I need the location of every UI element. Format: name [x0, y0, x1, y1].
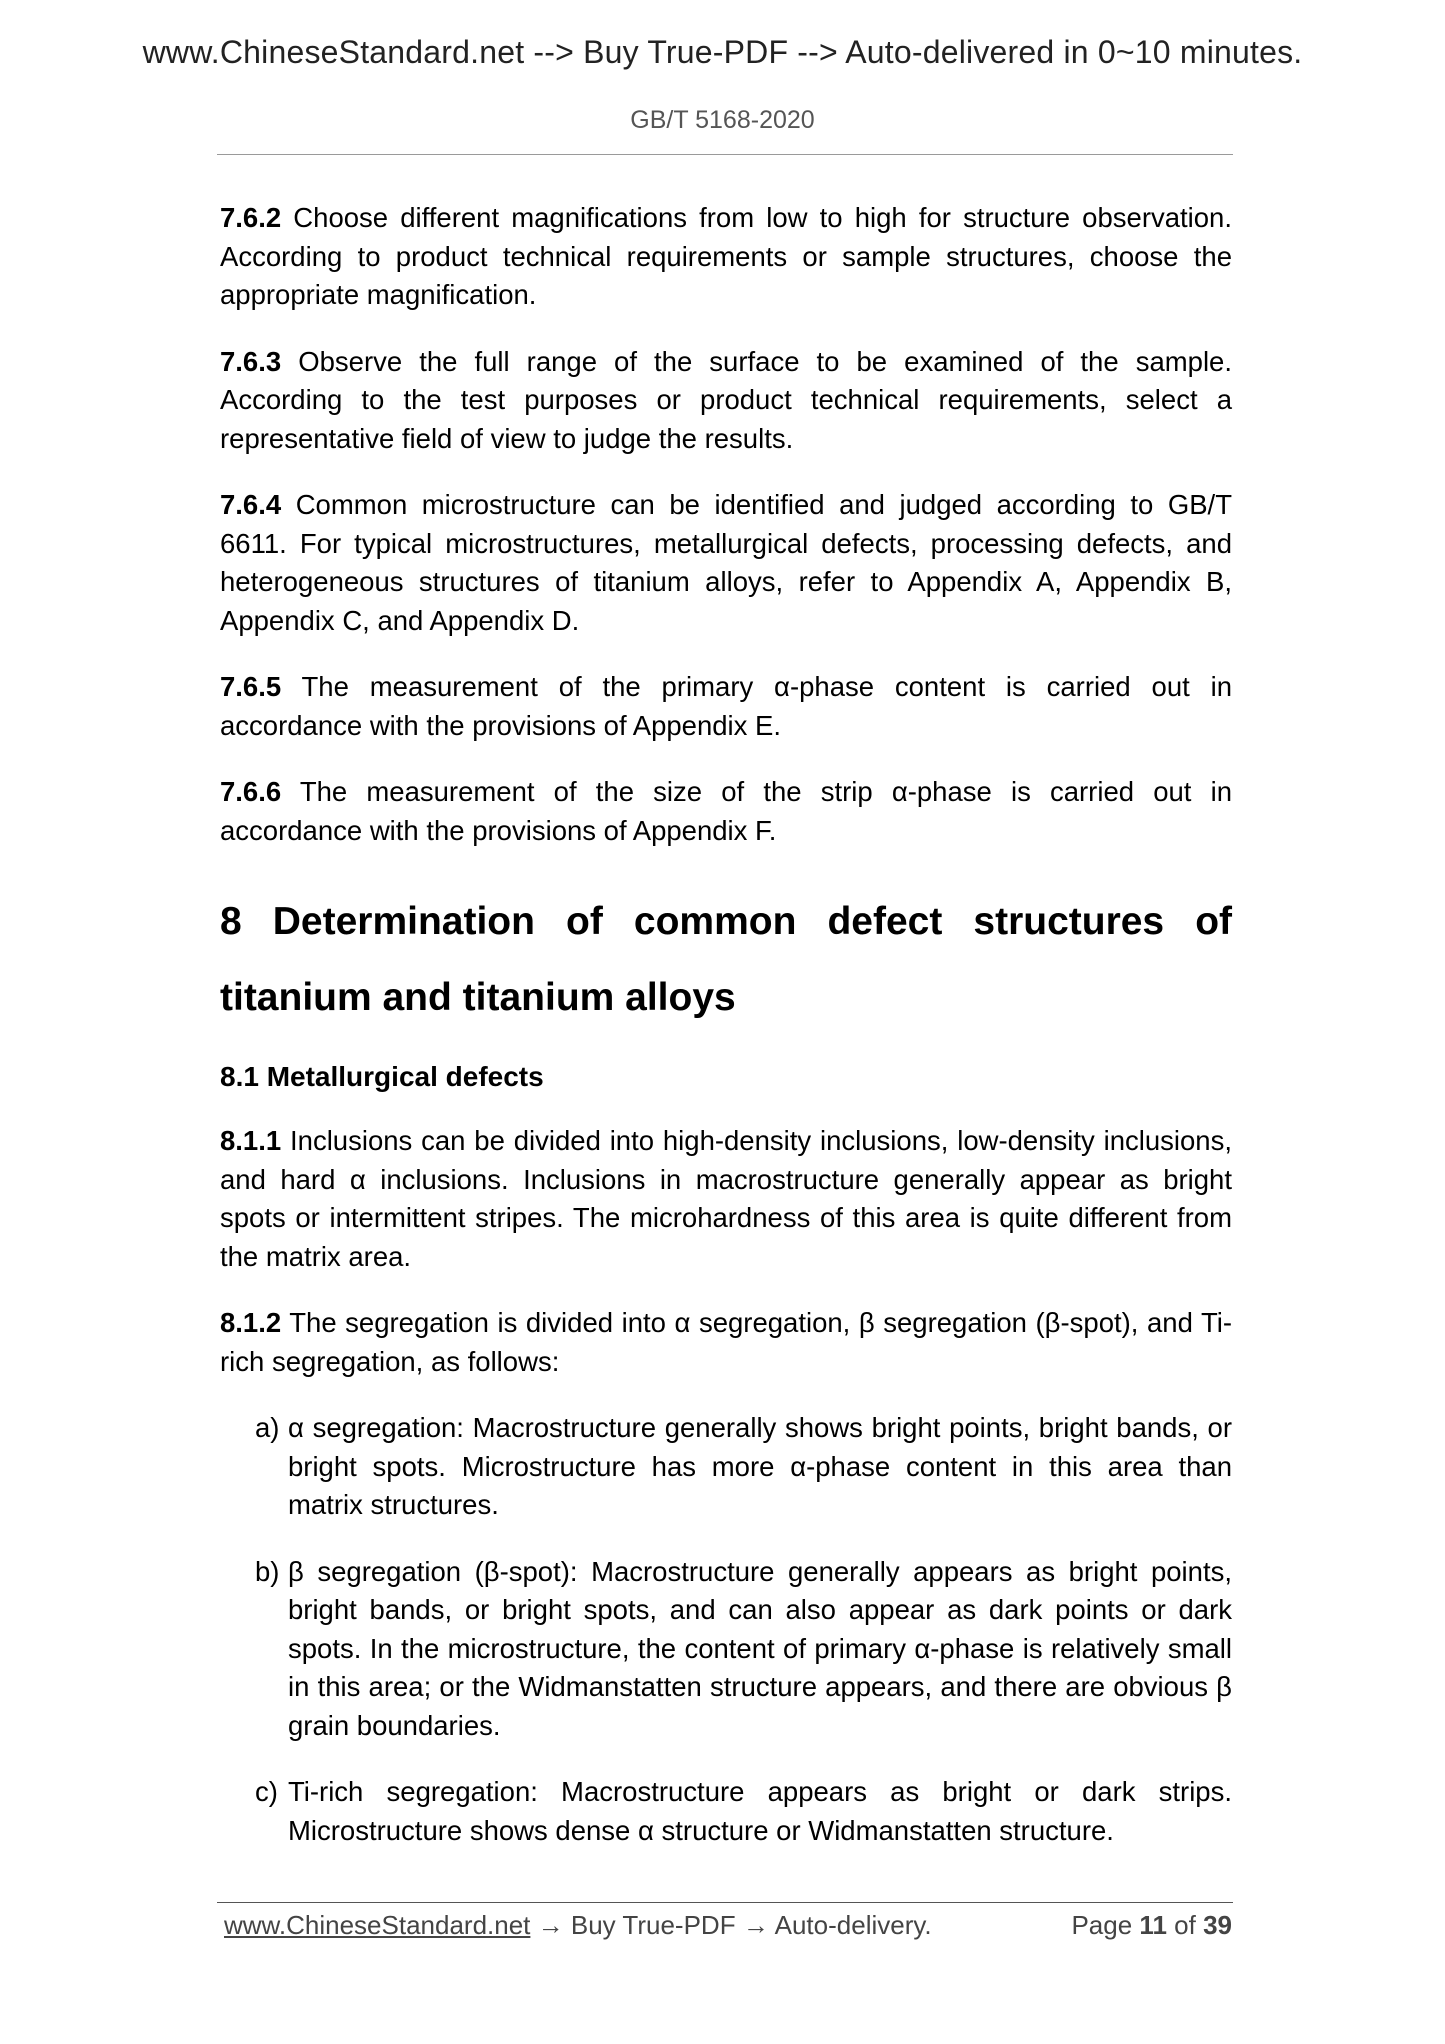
clause-number: 7.6.3 [220, 345, 282, 377]
clause-7-6-4 [220, 486, 1232, 640]
clause-text: The segregation is divided into α segregation, β segregation (β-spot), and Ti-rich segregation, as follows: [220, 1307, 1232, 1377]
header-divider [217, 154, 1233, 155]
footer-buy-text: Buy True-PDF [570, 1910, 736, 1940]
clause-text: Choose different magnifications from low to high for structure observation. According to product technical requirements or sample structures, choose the appropriate magnification. [220, 202, 1232, 310]
standard-code: GB/T 5168-2020 [630, 106, 815, 134]
total-pages: 39 [1203, 1910, 1232, 1940]
top-banner: www.ChineseStandard.net --> Buy True-PDF --> Auto-delivered in 0~10 minutes. [142, 34, 1303, 70]
page-label: Page [1071, 1910, 1133, 1940]
page-number: 11 [1139, 1910, 1167, 1940]
clause-number: 8.1.2 [220, 1307, 282, 1338]
list-marker: a) [255, 1412, 280, 1443]
list-item-b [220, 1553, 1232, 1746]
clause-number: 7.6.6 [220, 776, 282, 807]
clause-8-1-2 [220, 1304, 1232, 1381]
clause-text: The measurement of the size of the strip α-phase is carried out in accordance with the provisions of Appendix F. [220, 776, 1232, 846]
list-marker: c) [255, 1776, 278, 1807]
list-item-text: Ti-rich segregation: Macrostructure appears as bright or dark strips. Microstructure shows dense α structure or Widmanstatten structure. [288, 1776, 1232, 1846]
list-item-a [220, 1409, 1232, 1525]
section-heading-8: 8 Determination of common defect structures of titanium and titanium alloys [220, 900, 1232, 1019]
page-indicator [1071, 1910, 1232, 1941]
clause-7-6-6 [220, 773, 1232, 850]
clause-text: Common microstructure can be identified and judged according to GB/T 6611. For typical microstructures, metallurgical defects, processing defects, and heterogeneous structures of titanium alloys, refer to Appendix A, Appendix B, Appendix C, and Appendix D. [220, 489, 1232, 636]
clause-8-1-1 [220, 1122, 1232, 1276]
footer-divider [217, 1902, 1233, 1903]
clause-number: 7.6.4 [220, 489, 282, 520]
clause-text: Inclusions can be divided into high-density inclusions, low-density inclusions, and hard α inclusions. Inclusions in macrostructure generally appear as bright spots or intermittent stripes. The microhardness of this area is quite different from the matrix area. [220, 1125, 1232, 1272]
clause-7-6-2 [220, 199, 1232, 315]
clause-number: 8.1.1 [220, 1125, 282, 1156]
clause-7-6-3 [220, 343, 1232, 459]
list-item-text: β segregation (β-spot): Macrostructure generally appears as bright points, bright bands, or bright spots, and can also appear as dark points or dark spots. In the microstructure, the content of primary α-phase is relatively small in this area; or the Widmanstatten structure appears, and there are obvious β grain boundaries. [288, 1555, 1232, 1741]
list-item-c [220, 1773, 1232, 1850]
clause-text: Observe the full range of the surface to be examined of the sample. According to the test purposes or product technical requirements, select a representative field of view to judge the results. [220, 345, 1232, 454]
subsection-heading-8-1: 8.1 Metallurgical defects [220, 1061, 544, 1092]
document-body [220, 199, 1232, 1878]
clause-number: 7.6.5 [220, 671, 282, 702]
clause-7-6-5 [220, 668, 1232, 745]
footer-site-link[interactable]: www.ChineseStandard.net [224, 1910, 531, 1940]
footer-arrow-icon: → [537, 1910, 564, 1940]
footer-delivery-text: Auto-delivery. [774, 1910, 932, 1940]
footer-arrow-icon: → [742, 1910, 769, 1940]
page-footer [224, 1910, 1232, 1941]
clause-number: 7.6.2 [220, 202, 282, 233]
list-marker: b) [255, 1555, 280, 1587]
clause-text: The measurement of the primary α-phase content is carried out in accordance with the provisions of Appendix E. [220, 671, 1232, 741]
list-item-text: α segregation: Macrostructure generally shows bright points, bright bands, or bright spots. Microstructure has more α-phase content in this area than matrix structures. [288, 1412, 1232, 1520]
of-label: of [1174, 1910, 1196, 1940]
